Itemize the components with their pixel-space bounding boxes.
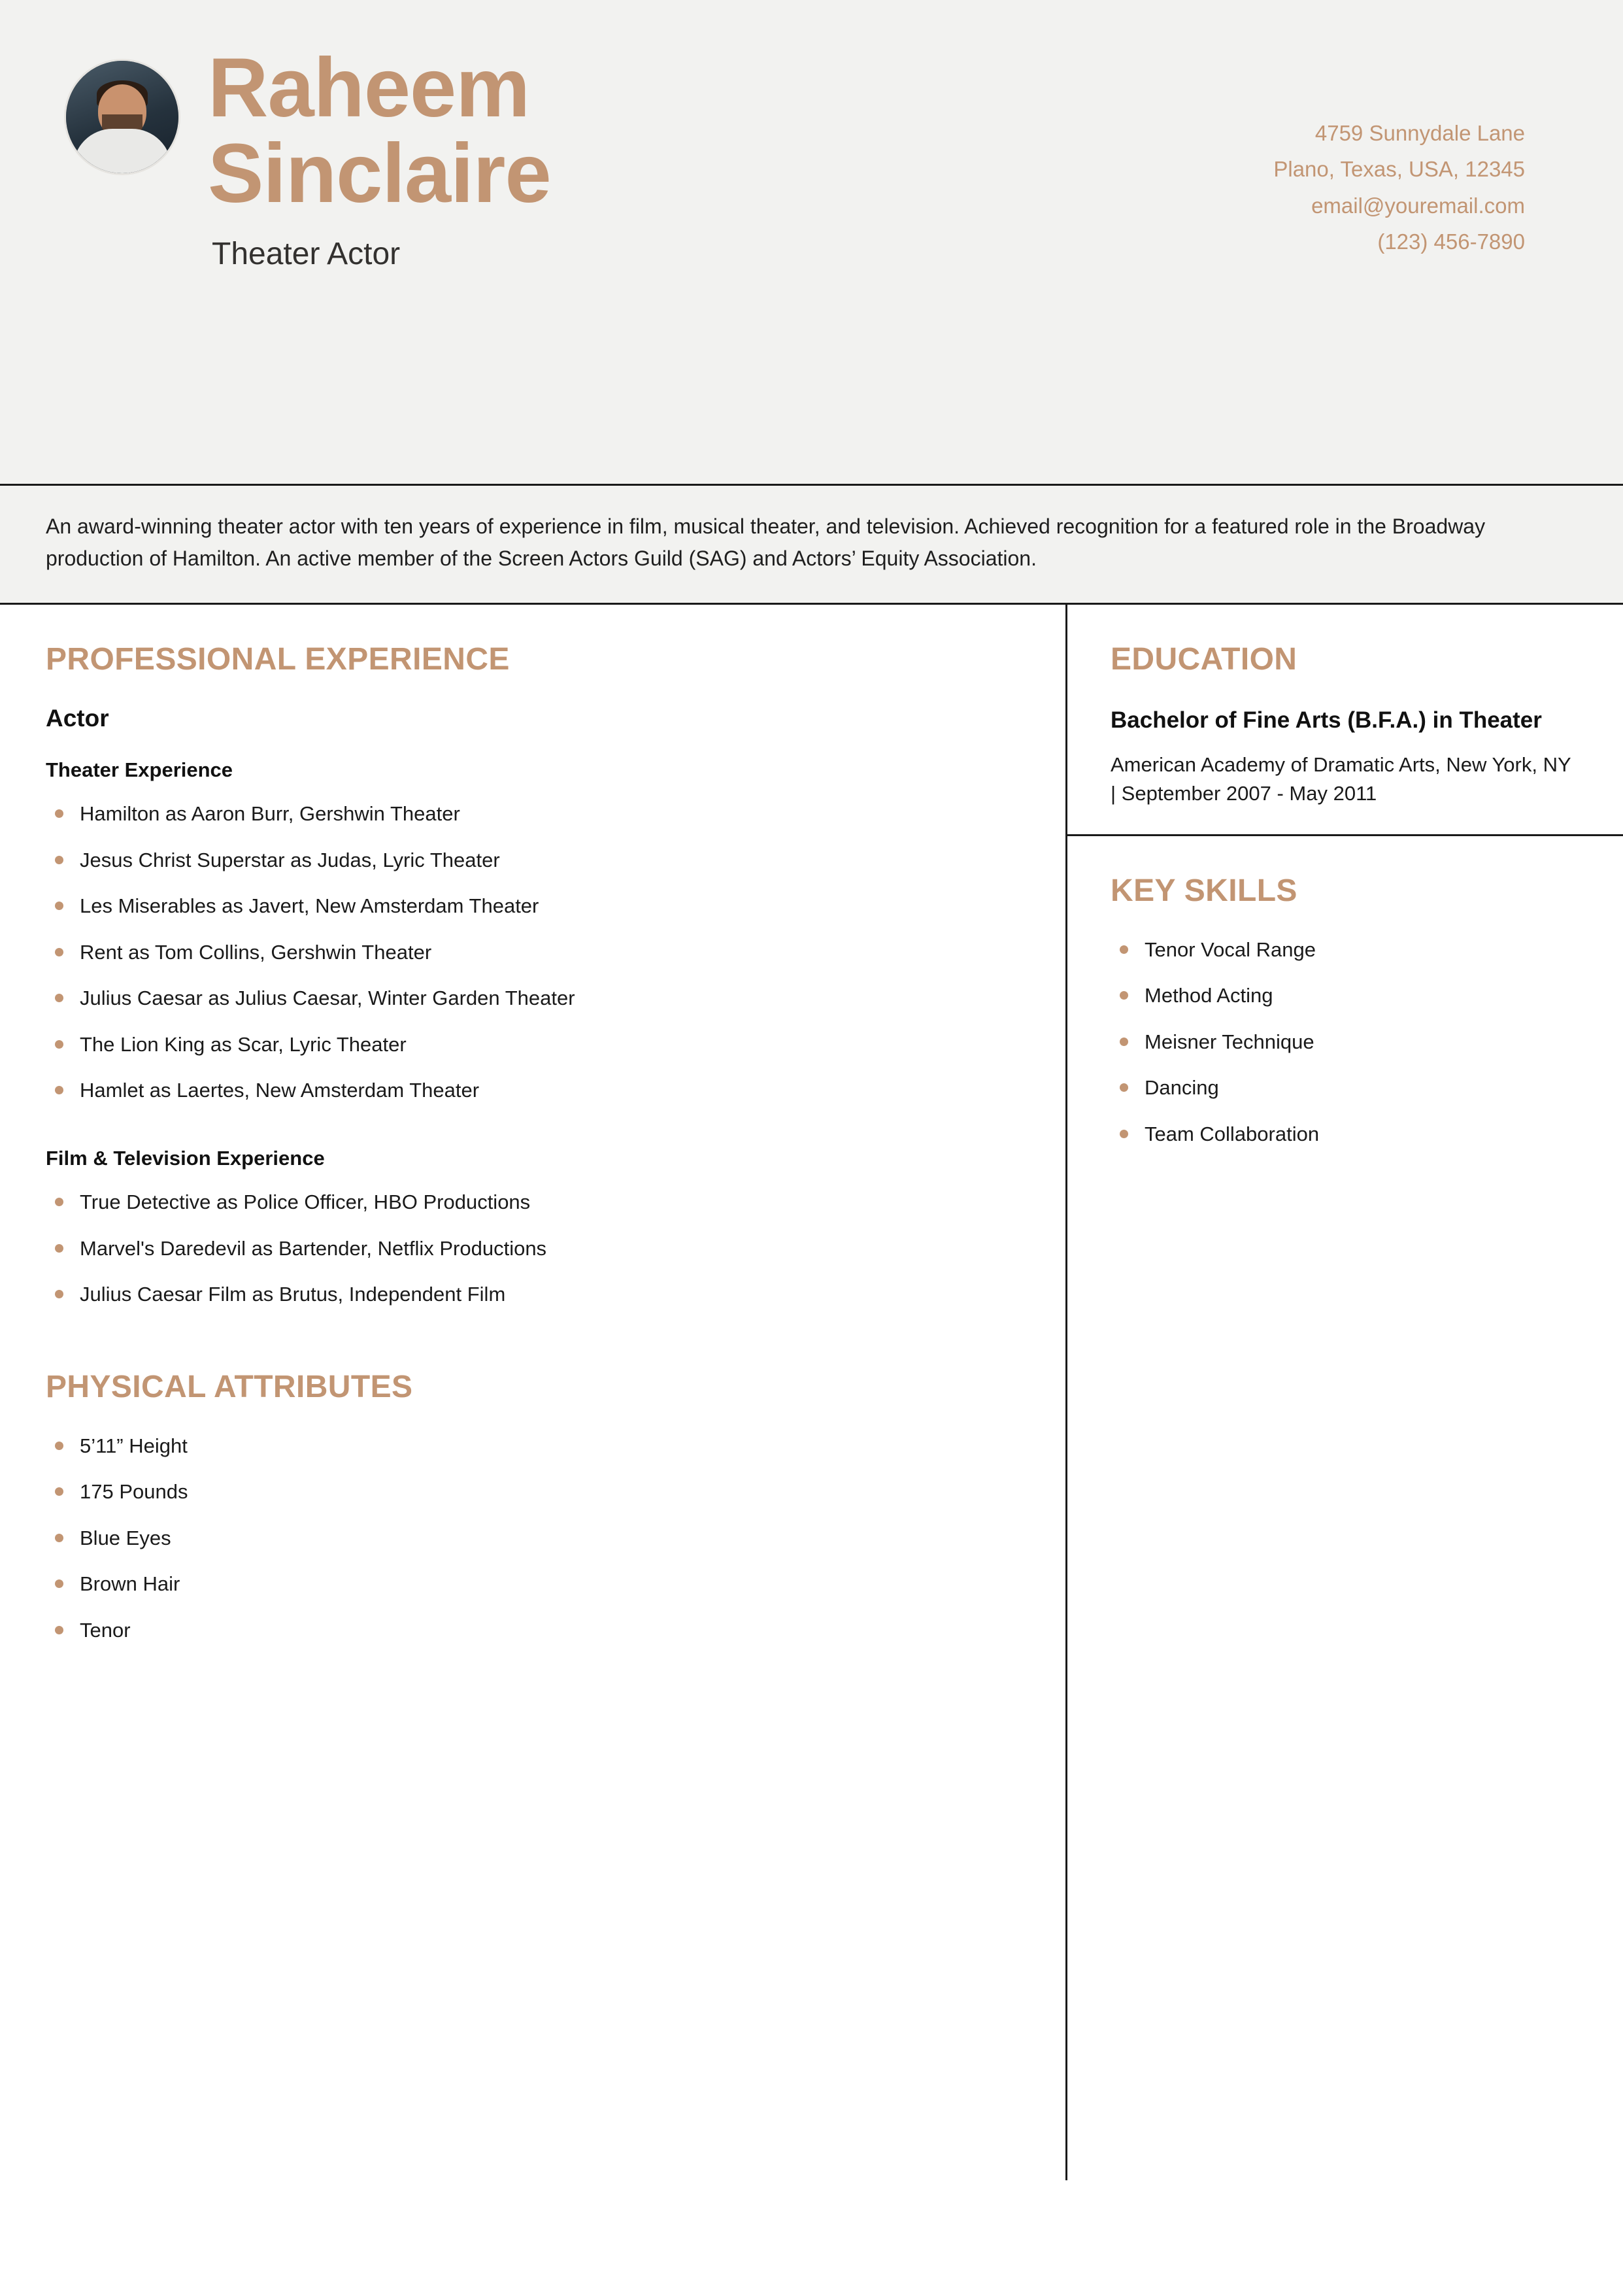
list-item: Jesus Christ Superstar as Judas, Lyric Theater xyxy=(46,847,1020,874)
section-title-physical-attributes: PHYSICAL ATTRIBUTES xyxy=(46,1369,413,1404)
list-item: Les Miserables as Javert, New Amsterdam Theater xyxy=(46,892,1020,920)
contact-address-line1: 4759 Sunnydale Lane xyxy=(1314,121,1525,145)
education-section xyxy=(1067,605,1623,834)
list-item: Meisner Technique xyxy=(1111,1028,1580,1056)
resume-header xyxy=(0,0,1623,484)
experience-subhead-theater: Theater Experience xyxy=(46,758,233,782)
education-degree: Bachelor of Fine Arts (B.F.A.) in Theater xyxy=(1111,707,1542,734)
list-item: Hamilton as Aaron Burr, Gershwin Theater xyxy=(46,800,1020,828)
list-item: 5’11” Height xyxy=(46,1432,1020,1460)
spacer xyxy=(46,1123,1020,1147)
contact-block xyxy=(1273,39,1577,260)
experience-subhead-film-tv: Film & Television Experience xyxy=(46,1146,325,1170)
contact-address-line2: Plano, Texas, USA, 12345 xyxy=(1273,157,1525,182)
summary-text: An award-winning theater actor with ten years of experience in film, musical theater, and television. Achieved recognition for a featured role in the Broadway production of Hamilton. An active member of the Screen Actors Guild (SAG) and Actors’ Equity Association. xyxy=(46,515,1486,570)
section-title-experience: PROFESSIONAL EXPERIENCE xyxy=(46,642,510,677)
list-item: Team Collaboration xyxy=(1111,1121,1580,1148)
key-skills-list xyxy=(1111,936,1580,1148)
contact-phone[interactable]: (123) 456-7890 xyxy=(1377,229,1525,254)
list-item: 175 Pounds xyxy=(46,1478,1020,1506)
list-item: Tenor Vocal Range xyxy=(1111,936,1580,964)
contact-email[interactable]: email@youremail.com xyxy=(1311,193,1525,218)
candidate-job-title: Theater Actor xyxy=(212,237,401,272)
right-column xyxy=(1065,605,1623,2180)
list-item: The Lion King as Scar, Lyric Theater xyxy=(46,1031,1020,1058)
list-item: Dancing xyxy=(1111,1074,1580,1102)
list-item: Hamlet as Laertes, New Amsterdam Theater xyxy=(46,1077,1020,1104)
experience-list-film-tv xyxy=(46,1189,1020,1308)
list-item: Julius Caesar as Julius Caesar, Winter Garden Theater xyxy=(46,985,1020,1012)
left-column xyxy=(0,605,1065,2180)
education-meta: American Academy of Dramatic Arts, New York, NY | September 2007 - May 2011 xyxy=(1111,752,1571,805)
spacer xyxy=(46,1327,1020,1369)
summary-band xyxy=(0,484,1623,605)
list-item: Julius Caesar Film as Brutus, Independent Film xyxy=(46,1281,1020,1308)
experience-role: Actor xyxy=(46,705,109,732)
list-item: Brown Hair xyxy=(46,1570,1020,1598)
physical-attributes-list xyxy=(46,1432,1020,1644)
list-item: Tenor xyxy=(46,1617,1020,1644)
skills-section xyxy=(1067,834,1623,1193)
list-item: True Detective as Police Officer, HBO Productions xyxy=(46,1189,1020,1216)
list-item: Rent as Tom Collins, Gershwin Theater xyxy=(46,939,1020,966)
header-identity xyxy=(46,39,551,272)
section-title-key-skills: KEY SKILLS xyxy=(1111,873,1297,908)
candidate-name-line2: Sinclaire xyxy=(208,126,551,220)
list-item: Blue Eyes xyxy=(46,1525,1020,1552)
experience-list-theater xyxy=(46,800,1020,1104)
list-item: Marvel's Daredevil as Bartender, Netflix Productions xyxy=(46,1235,1020,1262)
section-title-education: EDUCATION xyxy=(1111,642,1297,677)
avatar xyxy=(64,59,180,175)
list-item: Method Acting xyxy=(1111,982,1580,1009)
resume-body xyxy=(0,605,1623,2180)
name-block xyxy=(208,39,551,272)
candidate-name-line1: Raheem xyxy=(208,41,529,135)
